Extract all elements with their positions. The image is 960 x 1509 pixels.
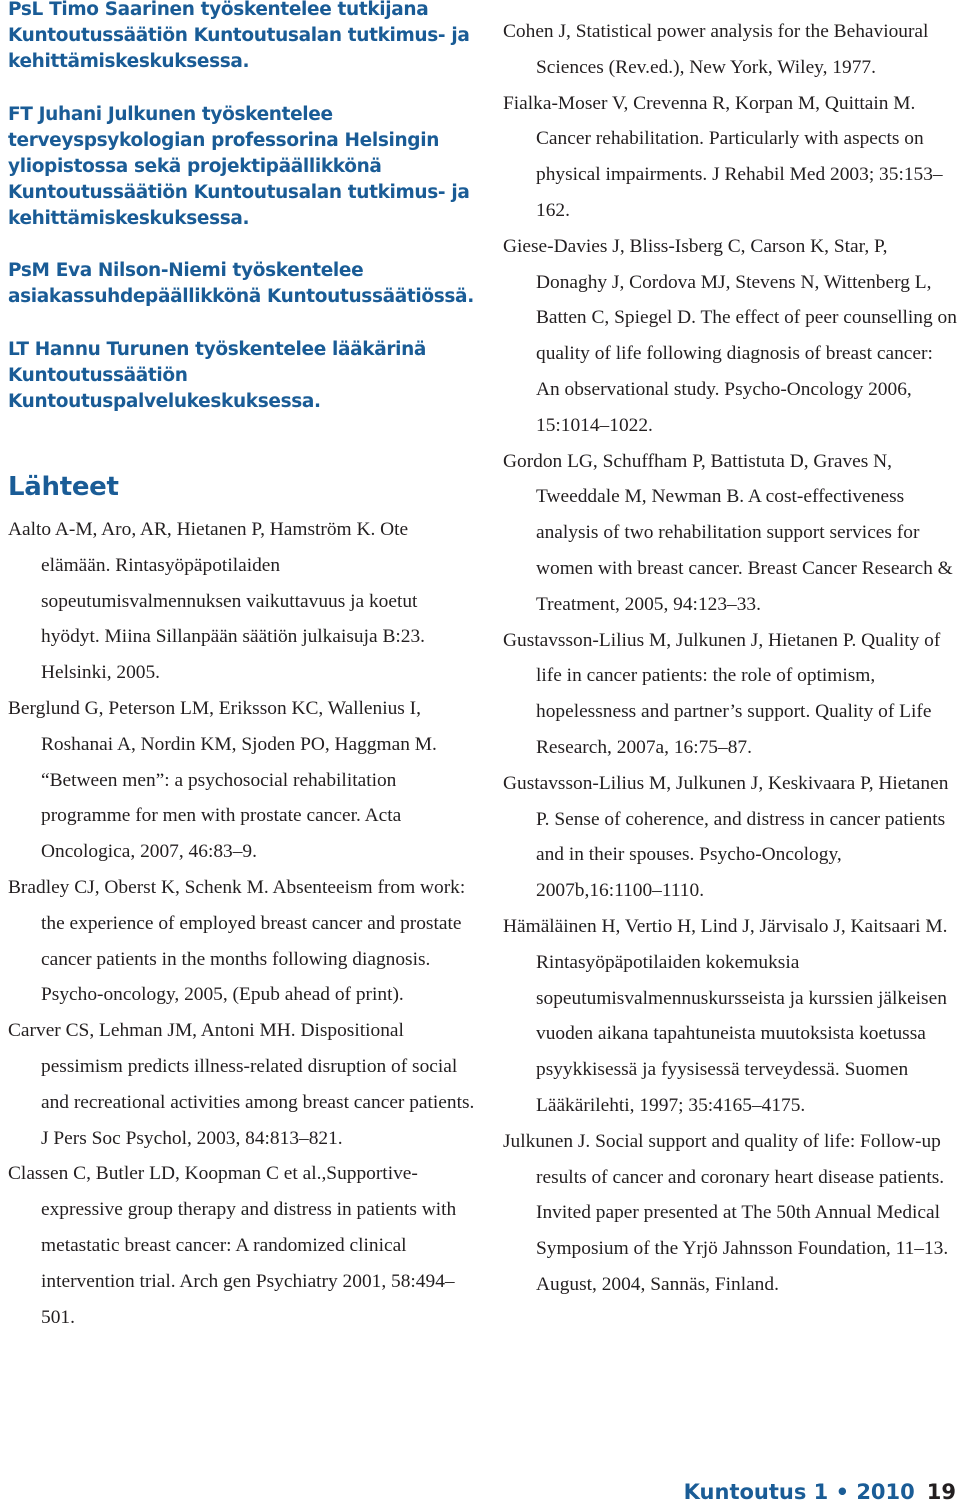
reference-entry: Gustavsson-Lilius M, Julkunen J, Keskivaara P, Hietanen P. Sense of coherence, and distress in cancer patients and in their spouses. Psycho-Oncology, 2007b,16:1100–1110. <box>503 772 949 902</box>
reference-entry: Fialka-Moser V, Crevenna R, Korpan M, Quittain M. Cancer rehabilitation. Particularly with aspects on physical impairments. J Rehabil Med 2003; 35:153–162. <box>503 92 943 221</box>
author-note-julkunen: FT Juhani Julkunen työskentelee terveyspsykologian professorina Helsingin yliopistossa sekä projektipäällikkönä Kuntoutussäätiön Kuntoutusalan tutkimus- ja kehittämiskeskuksessa. <box>8 104 470 229</box>
journal-issue: Kuntoutus 1 • 2010 <box>683 1480 915 1504</box>
reference-entry: Aalto A-M, Aro, AR, Hietanen P, Hamström K. Ote elämään. Rintasyöpäpotilaiden sopeutumisvalmennuksen vaikuttavuus ja koetut hyödyt. Miina Sillanpään säätiön julkaisuja B:23. Helsinki, 2005. <box>8 519 425 684</box>
reference-entry: Gordon LG, Schuffham P, Battistuta D, Graves N, Tweeddale M, Newman B. A cost-effectiveness analysis of two rehabilitation support services for women with breast cancer. Breast Cancer Research & Treatment, 2005, 94:123–33. <box>503 450 953 615</box>
page-footer <box>684 1478 956 1506</box>
references-list-left <box>8 512 478 1335</box>
reference-entry: Giese-Davies J, Bliss-Isberg C, Carson K, Star, P, Donaghy J, Cordova MJ, Stevens N, Wittenberg L, Batten C, Spiegel D. The effect of peer counselling on quality of life following diagnosis of breast cancer: An observational study. Psycho-Oncology 2006, 15:1014–1022. <box>503 235 957 436</box>
author-note-saarinen: PsL Timo Saarinen työskentelee tutkijana Kuntoutussäätiön Kuntoutusalan tutkimus- ja kehittämiskeskuksessa. <box>8 0 470 72</box>
reference-entry: Berglund G, Peterson LM, Eriksson KC, Wallenius I, Roshanai A, Nordin KM, Sjoden PO, Haggman M. “Between men”: a psychosocial rehabilitation programme for men with prostate cancer. Acta Oncologica, 2007, 46:83–9. <box>8 697 437 863</box>
author-note-turunen: LT Hannu Turunen työskentelee lääkärinä Kuntoutussäätiön Kuntoutuspalvelukeskuksessa. <box>8 339 427 412</box>
references-list-right <box>503 14 958 1303</box>
reference-entry: Julkunen J. Social support and quality of life: Follow-up results of cancer and coronary heart disease patients. Invited paper presented at The 50th Annual Medical Symposium of the Yrjö Jahnsson Foundation, 11–13. August, 2004, Sannäs, Finland. <box>503 1130 949 1295</box>
reference-entry: Gustavsson-Lilius M, Julkunen J, Hietanen P. Quality of life in cancer patients: the role of optimism, hopelessness and partner’s support. Quality of Life Research, 2007a, 16:75–87. <box>503 629 941 758</box>
reference-entry: Carver CS, Lehman JM, Antoni MH. Dispositional pessimism predicts illness-related disruption of social and recreational activities among breast cancer patients. J Pers Soc Psychol, 2003, 84:813–821. <box>8 1020 475 1149</box>
page-number: 19 <box>926 1480 956 1504</box>
reference-entry: Hämäläinen H, Vertio H, Lind J, Järvisalo J, Kaitsaari M. Rintasyöpäpotilaiden kokemuksia sopeutumisvalmennuskursseista ja kurssien jälkeisen vuoden aikana tapahtuneista muutoksista koetussa psyykkisessä ja fyysisessä terveydessä. Suomen Lääkärilehti, 1997; 35:4165–4175. <box>503 915 948 1116</box>
author-note-nilson-niemi: PsM Eva Nilson-Niemi työskentelee asiakassuhdepäällikkönä Kuntoutussäätiössä. <box>8 260 474 307</box>
reference-entry: Bradley CJ, Oberst K, Schenk M. Absenteeism from work: the experience of employed breast cancer and prostate cancer patients in the months following diagnosis. Psycho-oncology, 2005, (Epub ahead of print). <box>8 876 466 1006</box>
reference-entry: Classen C, Butler LD, Koopman C et al.,Supportive- expressive group therapy and distress in patients with metastatic breast cancer: A randomized clinical intervention trial. Arch gen Psychiatry 2001, 58:494–501. <box>8 1163 457 1328</box>
reference-entry: Cohen J, Statistical power analysis for the Behavioural Sciences (Rev.ed.), New York, Wiley, 1977. <box>503 21 929 78</box>
references-heading: Lähteet <box>8 472 119 502</box>
